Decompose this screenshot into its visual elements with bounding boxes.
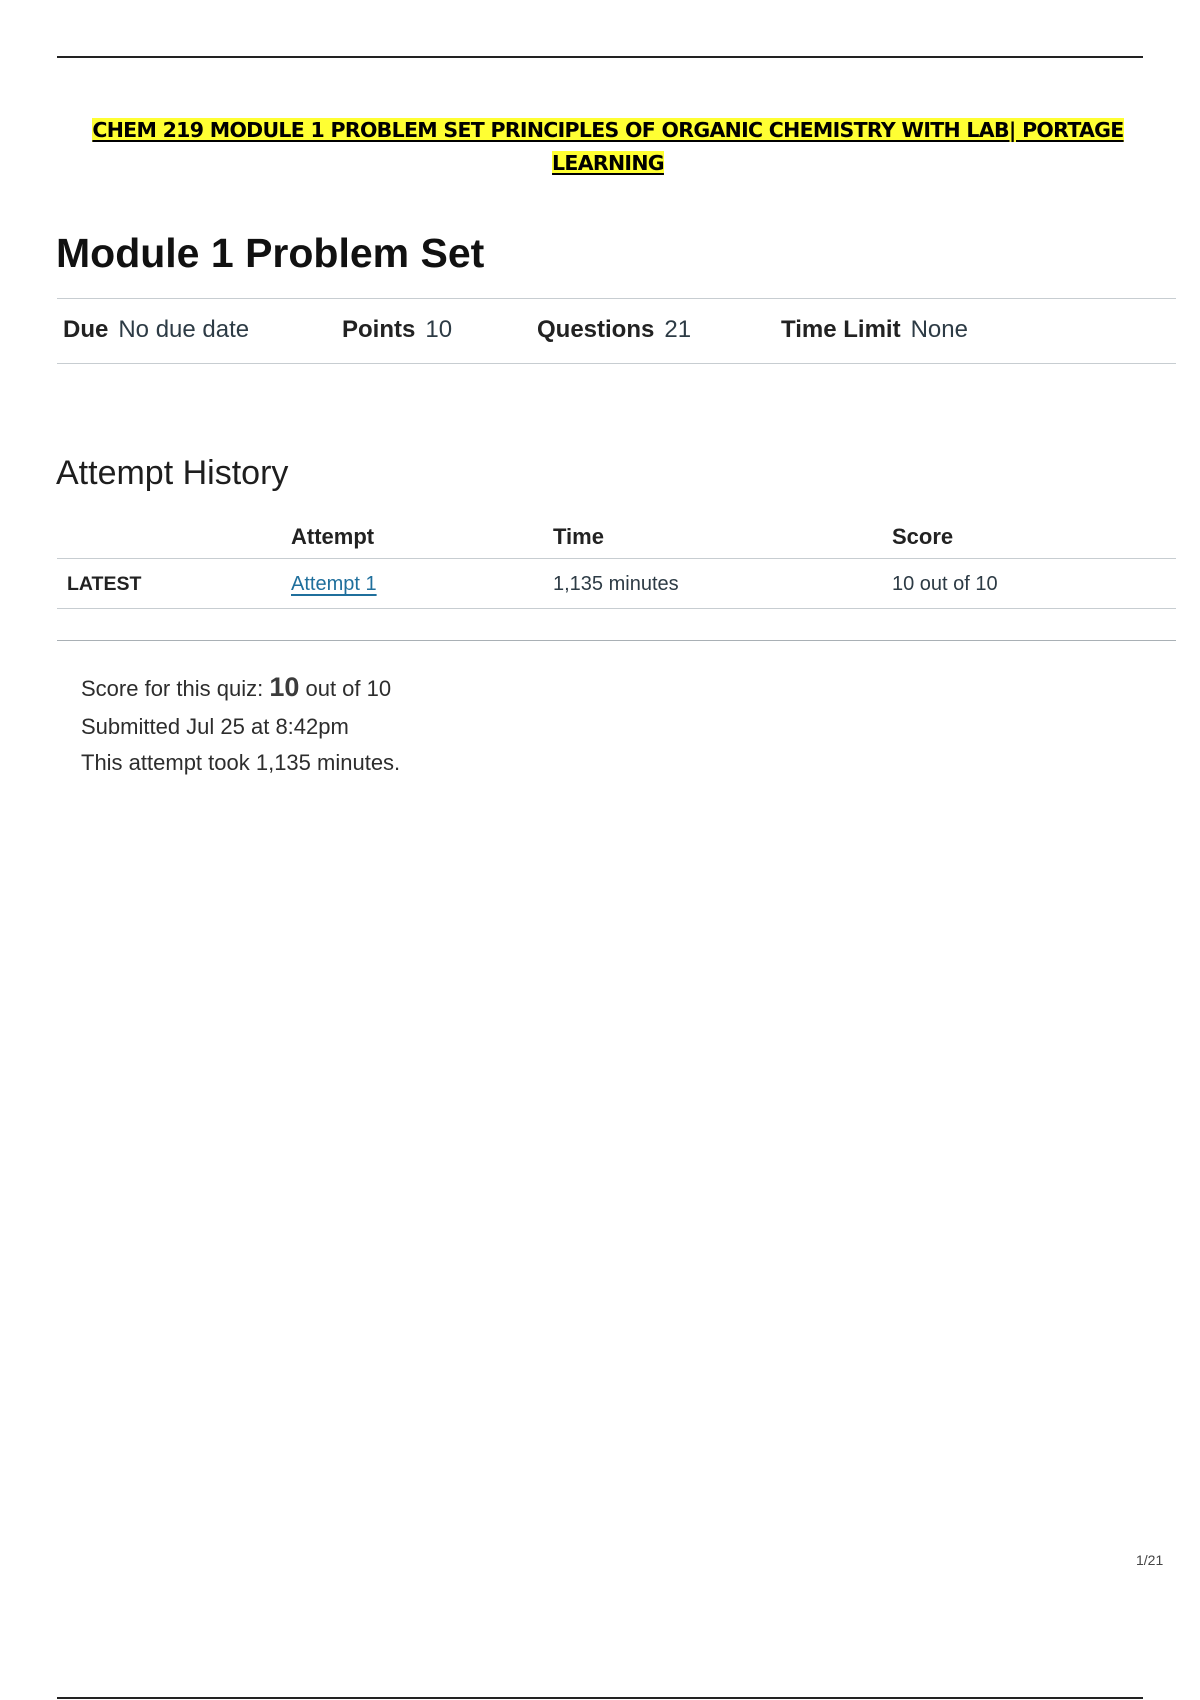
quiz-details-bar bbox=[57, 298, 1176, 364]
score-value: 10 bbox=[269, 672, 300, 702]
section-divider bbox=[57, 640, 1176, 641]
column-header-time: Time bbox=[553, 524, 604, 549]
table-bottom-divider bbox=[57, 608, 1176, 609]
questions-value: 21 bbox=[664, 316, 692, 343]
column-header-score: Score bbox=[892, 524, 954, 549]
due-detail bbox=[63, 315, 249, 345]
duration-line: This attempt took 1,135 minutes. bbox=[81, 750, 401, 775]
attempt-cell bbox=[291, 571, 377, 597]
bottom-rule bbox=[57, 1697, 1143, 1699]
time-limit-detail bbox=[781, 315, 968, 345]
points-label: Points bbox=[342, 316, 416, 343]
page-number: 1/21 bbox=[1136, 1552, 1164, 1568]
top-rule bbox=[57, 56, 1143, 58]
questions-label: Questions bbox=[537, 316, 655, 343]
attempt-1-link[interactable]: Attempt 1 bbox=[291, 573, 377, 595]
time-limit-label: Time Limit bbox=[781, 316, 901, 343]
document-title-text: CHEM 219 MODULE 1 PROBLEM SET PRINCIPLES OF ORGANIC CHEMISTRY WITH LAB| PORTAGE LEARNING bbox=[92, 118, 1124, 175]
score-suffix: out of 10 bbox=[299, 676, 392, 701]
latest-badge: LATEST bbox=[67, 573, 142, 595]
attempt-history-heading: Attempt History bbox=[56, 454, 289, 492]
due-value: No due date bbox=[118, 316, 250, 343]
score-cell: 10 out of 10 bbox=[892, 573, 998, 595]
attempt-history-table bbox=[57, 515, 1176, 609]
score-prefix: Score for this quiz: bbox=[81, 676, 270, 701]
points-detail bbox=[342, 315, 452, 345]
time-limit-value: None bbox=[910, 316, 968, 343]
table-header-divider bbox=[57, 558, 1176, 559]
page-title: Module 1 Problem Set bbox=[56, 230, 485, 276]
document-title bbox=[60, 114, 1156, 180]
points-value: 10 bbox=[425, 316, 453, 343]
questions-detail bbox=[537, 315, 691, 345]
time-cell: 1,135 minutes bbox=[553, 573, 679, 595]
submitted-line: Submitted Jul 25 at 8:42pm bbox=[81, 714, 349, 739]
column-header-attempt: Attempt bbox=[291, 524, 375, 549]
due-label: Due bbox=[63, 316, 109, 343]
quiz-score-line bbox=[81, 673, 391, 703]
